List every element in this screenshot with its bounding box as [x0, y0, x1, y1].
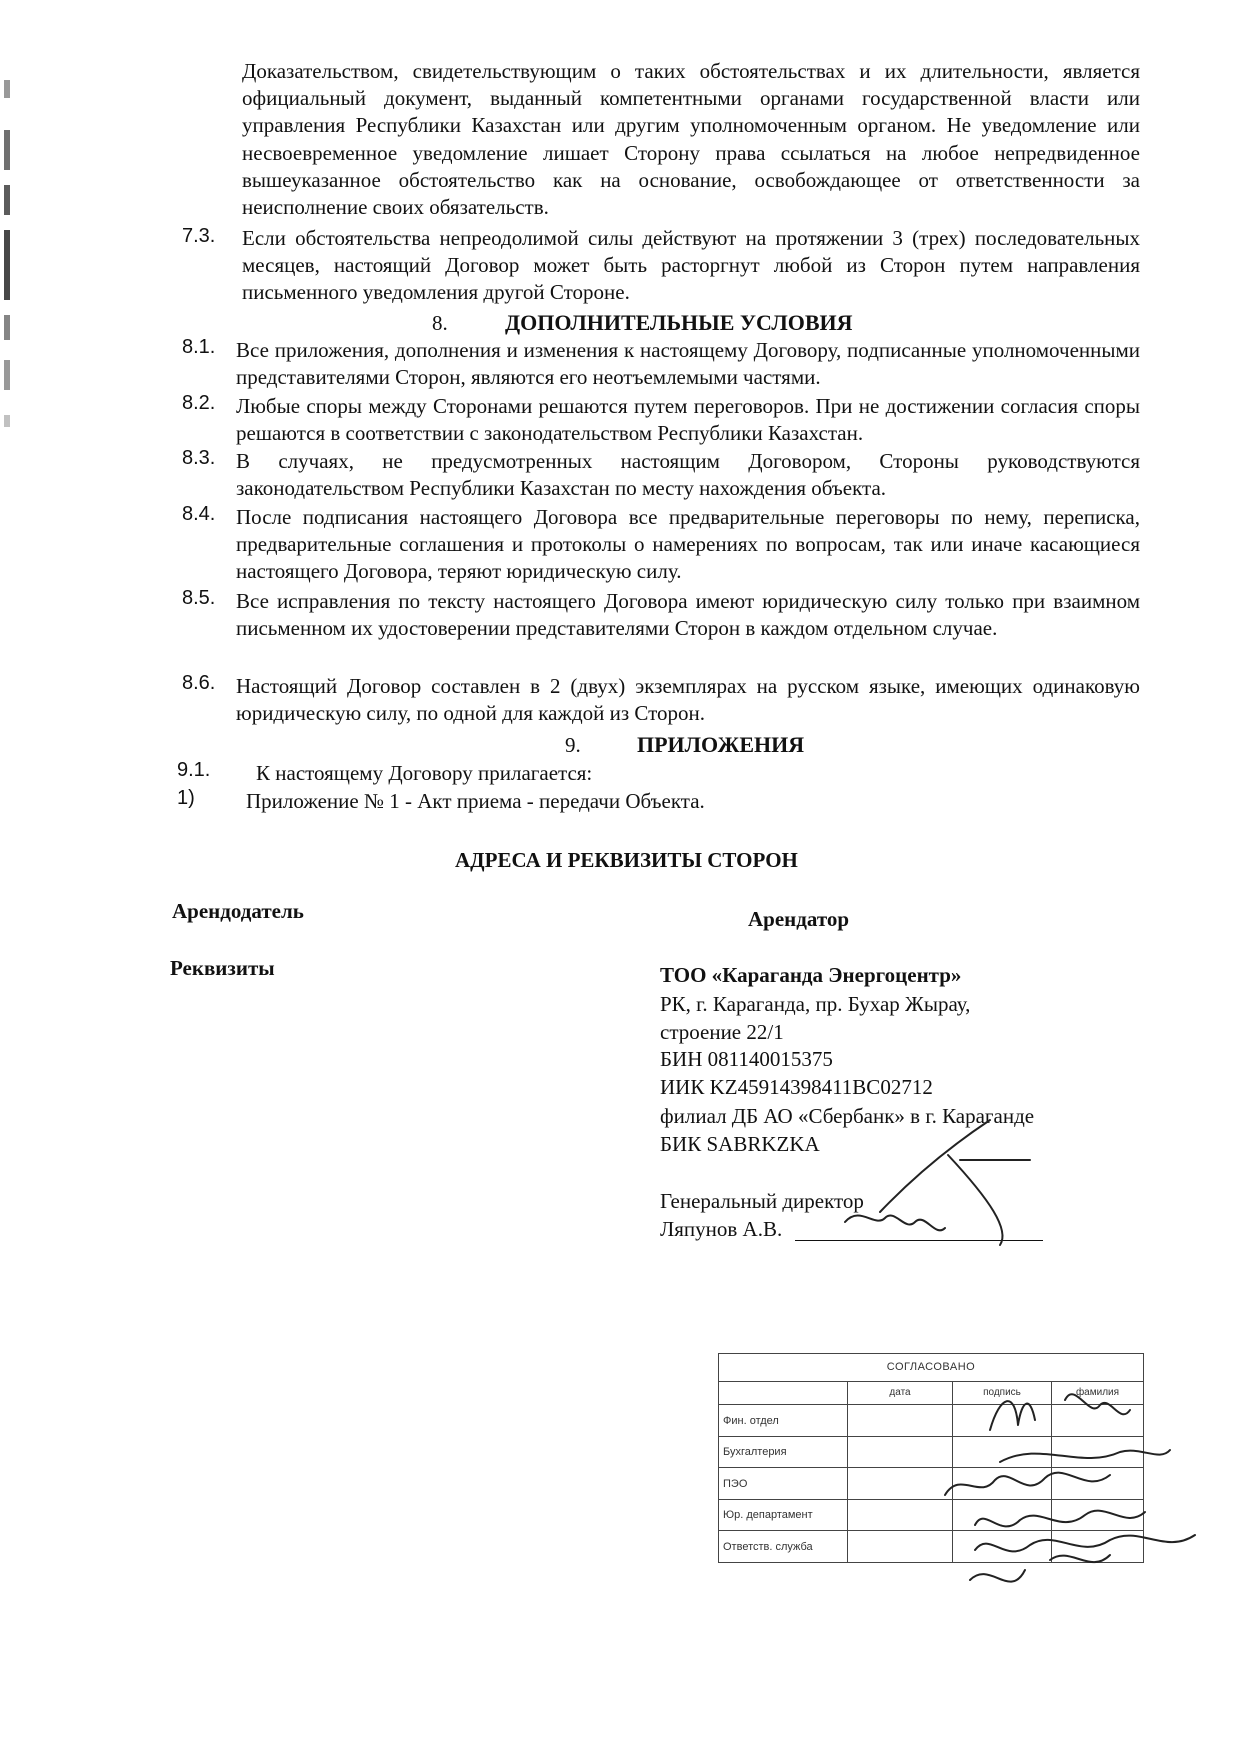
parties-title: АДРЕСА И РЕКВИЗИТЫ СТОРОН [455, 848, 798, 872]
clause-number: 8.2. [182, 392, 216, 414]
stamp-row-label: Ответств. служба [719, 1531, 848, 1563]
tenant-name: ТОО «Караганда Энергоцентр» [660, 963, 962, 987]
section-heading: ДОПОЛНИТЕЛЬНЫЕ УСЛОВИЯ [505, 310, 853, 335]
scan-edge-artifact [4, 60, 14, 460]
section-number: 8. [432, 311, 448, 335]
clause-8-6: Настоящий Договор составлен в 2 (двух) экземплярах на русском языке, имеющих одинаковую юридическую силу, по одной для каждой из Сторон. [236, 674, 1140, 726]
clause-7-2-continuation: Доказательством, свидетельствующим о таких обстоятельствах и их длительности, является официальный документ, выданный компетентными органами государственной власти или управления Республики Казахстан или другим уполномоченным органом. Не уведомление или несвоевременное уведомление лишает Сторону права ссылаться на любое непредвиденное вышеуказанное обстоятельство как на основание, освобождающее от ответственности за неисполнение своих обязательств. [242, 59, 1140, 220]
clause-number: 8.3. [182, 447, 216, 469]
clause-number: 8.6. [182, 672, 216, 694]
stamp-row-label: Юр. департамент [719, 1499, 848, 1531]
section-number: 9. [565, 733, 581, 757]
list-number: 1) [177, 787, 195, 809]
clause-8-4: После подписания настоящего Договора все предварительные переговоры по нему, переписка, предварительные соглашения и протоколы о намерениях по вопросам, так или иначе касающиеся настоящего Договора, теряют юридическую силу. [236, 505, 1140, 584]
stamp-header-blank [719, 1381, 848, 1405]
tenant-address-line-1: РК, г. Караганда, пр. Бухар Жырау, [660, 992, 971, 1016]
stamp-col-date: дата [848, 1381, 953, 1405]
section-heading: ПРИЛОЖЕНИЯ [637, 732, 805, 757]
clause-8-2: Любые споры между Сторонами решаются путем переговоров. При не достижении согласия споры решаются в соответствии с законодательством Республики Казахстан. [236, 394, 1140, 446]
tenant-label: Арендатор [748, 907, 850, 931]
clause-9-1: К настоящему Договору прилагается: [256, 761, 593, 785]
stamp-col-surname: фамилия [1052, 1381, 1144, 1405]
stamp-row-label: Бухгалтерия [719, 1436, 848, 1468]
clause-number: 7.3. [182, 225, 216, 247]
signature-line [795, 1240, 1043, 1241]
landlord-requisites-label: Реквизиты [170, 956, 275, 980]
clause-number: 8.4. [182, 503, 216, 525]
tenant-address-line-2: строение 22/1 [660, 1020, 784, 1044]
landlord-label: Арендодатель [172, 899, 304, 923]
clause-number: 8.5. [182, 587, 216, 609]
signer-name: Ляпунов А.В. [660, 1217, 783, 1241]
clause-8-1: Все приложения, дополнения и изменения к настоящему Договору, подписанные уполномоченными представителями Сторон, являются его неотъемлемыми частями. [236, 338, 1140, 390]
stamp-row-label: Фин. отдел [719, 1405, 848, 1437]
clause-8-5: Все исправления по тексту настоящего Договора имеют юридическую силу только при взаимном письменном их удостоверении представителями Сторон в каждом отдельном случае. [236, 589, 1140, 641]
appendix-item-1: Приложение № 1 - Акт приема - передачи Объекта. [246, 789, 705, 813]
tenant-bank: филиал ДБ АО «Сбербанк» в г. Караганде [660, 1104, 1035, 1128]
tenant-bik: БИК SABRKZKA [660, 1132, 820, 1156]
clause-number: 8.1. [182, 336, 216, 358]
stamp-row-label: ПЭО [719, 1468, 848, 1500]
tenant-iik: ИИК KZ45914398411BC02712 [660, 1075, 933, 1099]
signer-position: Генеральный директор [660, 1189, 864, 1213]
clause-8-3: В случаях, не предусмотренных настоящим Договором, Стороны руководствуются законодательством Республики Казахстан по месту нахождения объекта. [236, 449, 1140, 501]
clause-number: 9.1. [177, 759, 211, 781]
stamp-title: СОГЛАСОВАНО [719, 1354, 1144, 1382]
approval-stamp [718, 1353, 1144, 1563]
clause-7-3: Если обстоятельства непреодолимой силы действуют на протяжении 3 (трех) последовательных месяцев, настоящий Договор может быть расторгнут любой из Сторон путем направления письменного уведомления другой Стороне. [242, 226, 1140, 305]
stamp-col-signature: подпись [953, 1381, 1052, 1405]
tenant-bin: БИН 081140015375 [660, 1047, 833, 1071]
